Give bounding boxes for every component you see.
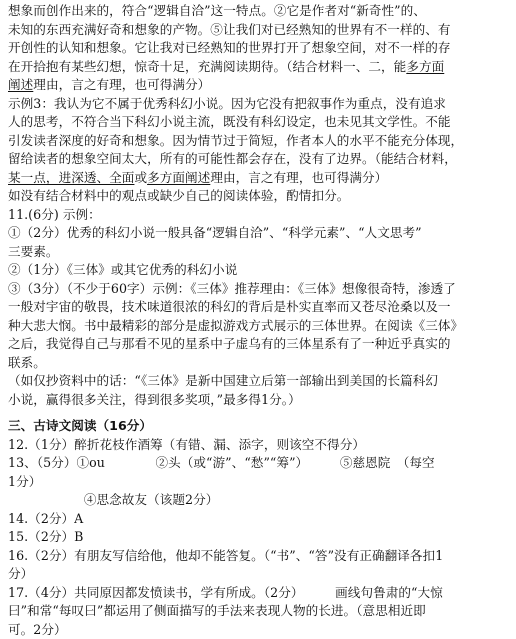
line-text: ③（3分）（不少于60字）示例：《三体》推荐理由：《三体》想像很奇特，渗透了 bbox=[8, 281, 456, 296]
line-text: 13、（5分）①ou ②头（或“游”、“愁”“筹”） ⑤慈恩院 （每空 bbox=[8, 455, 435, 470]
text-line bbox=[8, 224, 508, 243]
text-line bbox=[8, 602, 508, 621]
line-text: 分） bbox=[8, 566, 33, 581]
text-line bbox=[8, 2, 508, 21]
answer-key-document bbox=[8, 2, 508, 639]
text-line bbox=[8, 528, 508, 547]
text-line bbox=[8, 436, 508, 455]
text-line bbox=[8, 354, 508, 373]
line-text: ②（1分）《三体》或其它优秀的科幻小说 bbox=[8, 262, 237, 277]
line-text: 或 bbox=[134, 170, 147, 185]
underlined-text: 多方面阐述 bbox=[147, 170, 210, 185]
text-line bbox=[8, 565, 508, 584]
line-text: 理由，言之有理，也可得满分） bbox=[210, 170, 387, 185]
line-text: 留给读者的想象空间太大，所有的可能性都会存在，没有了边界。（能结合材料， bbox=[8, 151, 457, 166]
line-text: 1分） bbox=[8, 474, 41, 489]
line-text: 小说，赢得很多关注，得到很多奖项，”最多得1分。） bbox=[8, 392, 301, 407]
text-line bbox=[8, 261, 508, 280]
text-line bbox=[8, 95, 508, 114]
text-line bbox=[8, 621, 508, 639]
text-line bbox=[8, 206, 508, 225]
section-heading bbox=[8, 417, 508, 436]
line-text: 如没有结合材料中的观点或缺少自己的阅读体验，酌情扣分。 bbox=[8, 188, 349, 203]
line-text: 理由，言之有理，也可得满分） bbox=[33, 77, 210, 92]
text-line bbox=[8, 21, 508, 40]
text-line bbox=[8, 280, 508, 299]
text-line bbox=[8, 317, 508, 336]
section-gap bbox=[8, 409, 508, 417]
text-line bbox=[8, 39, 508, 58]
line-text: 可。2分） bbox=[8, 622, 67, 637]
line-text: 曰”和常“每叹曰”都运用了侧面描写的手法来表现人物的长进。（意思相近即 bbox=[8, 603, 426, 618]
line-text: 未知的东西充满好奇和想象的产物。⑤让我们对已经熟知的世界有不一样的、有 bbox=[8, 22, 451, 37]
underlined-text: 阐述 bbox=[8, 77, 33, 92]
text-line bbox=[8, 169, 508, 188]
line-text: 一般对宇宙的敬畏，技术味道很浓的科幻的背后是朴实直率而又苍尽沧桑以及一 bbox=[8, 299, 451, 314]
line-text: 15.（2分）B bbox=[8, 529, 83, 544]
text-line bbox=[8, 391, 508, 410]
line-text: 引发读者深度的好奇和想象。因为情节过于简短，作者本人的水平不能充分体现， bbox=[8, 133, 463, 148]
line-text: 人的思考，不符合当下科幻小说主流，既没有科幻设定，也未见其文学性。不能 bbox=[8, 114, 451, 129]
text-line bbox=[8, 132, 508, 151]
line-text: 在开拾抱有某些幻想，惊奇十足，充满阅读期待。（结合材料一、二，能 bbox=[8, 59, 406, 74]
line-text: 种大悲大悯。书中最精彩的部分是虚拟游戏方式展示的三体世界。在阅读《三体》 bbox=[8, 318, 463, 333]
text-line bbox=[8, 510, 508, 529]
line-text: 开创性的认知和想象。它让我对已经熟知的世界打开了想象空间，对不一样的存 bbox=[8, 40, 451, 55]
text-line bbox=[8, 584, 508, 603]
line-text: 11.(6分) 示例： bbox=[8, 207, 101, 222]
text-line bbox=[8, 473, 508, 492]
line-text: 17.（4分）共同原因都发愤读书，学有所成。（2分） 画线句鲁肃的“大惊 bbox=[8, 585, 443, 600]
line-text: 三、古诗文阅读（16分） bbox=[8, 418, 152, 433]
line-text: 联系。 bbox=[8, 355, 46, 370]
text-line bbox=[8, 335, 508, 354]
text-line bbox=[8, 298, 508, 317]
line-text: （如仅抄资料中的话：“《三体》是新中国建立后第一部输出到美国的长篇科幻 bbox=[8, 373, 438, 388]
line-text: 12.（1分）醉折花枝作酒筹（有错、漏、添字，则该空不得分） bbox=[8, 437, 365, 452]
line-text: 想象而创作出来的，符合“逻辑自洽”这一特点。②它是作者对“新奇性”的、 bbox=[8, 3, 426, 18]
text-line bbox=[8, 113, 508, 132]
underlined-text: 多方面 bbox=[406, 59, 444, 74]
line-text: 之后，我觉得自己与那看不见的星系中子虚乌有的三体星系有了一种近乎真实的 bbox=[8, 336, 451, 351]
text-line bbox=[8, 150, 508, 169]
line-text: 示例3：我认为它不属于优秀科幻小说。因为它没有把叙事作为重点，没有追求 bbox=[8, 96, 446, 111]
text-line bbox=[8, 454, 508, 473]
text-line bbox=[8, 491, 508, 510]
text-line bbox=[8, 547, 508, 566]
text-line bbox=[8, 187, 508, 206]
line-text: ①（2分）优秀的科幻小说一般具备“逻辑自洽”、“科学元素”、“人文思考” bbox=[8, 225, 422, 240]
text-line bbox=[8, 372, 508, 391]
line-text: 14.（2分）A bbox=[8, 511, 83, 526]
text-line bbox=[8, 58, 508, 77]
line-text: 16.（2分）有朋友写信给他，他却不能答复。（“书”、“答”没有正确翻译各扣1 bbox=[8, 548, 443, 563]
text-line bbox=[8, 76, 508, 95]
line-text: ④思念故友（该题2分） bbox=[8, 492, 218, 507]
text-line bbox=[8, 243, 508, 262]
underlined-text: 某一点，进深透、全面 bbox=[8, 170, 134, 185]
line-text: 三要素。 bbox=[8, 244, 59, 259]
